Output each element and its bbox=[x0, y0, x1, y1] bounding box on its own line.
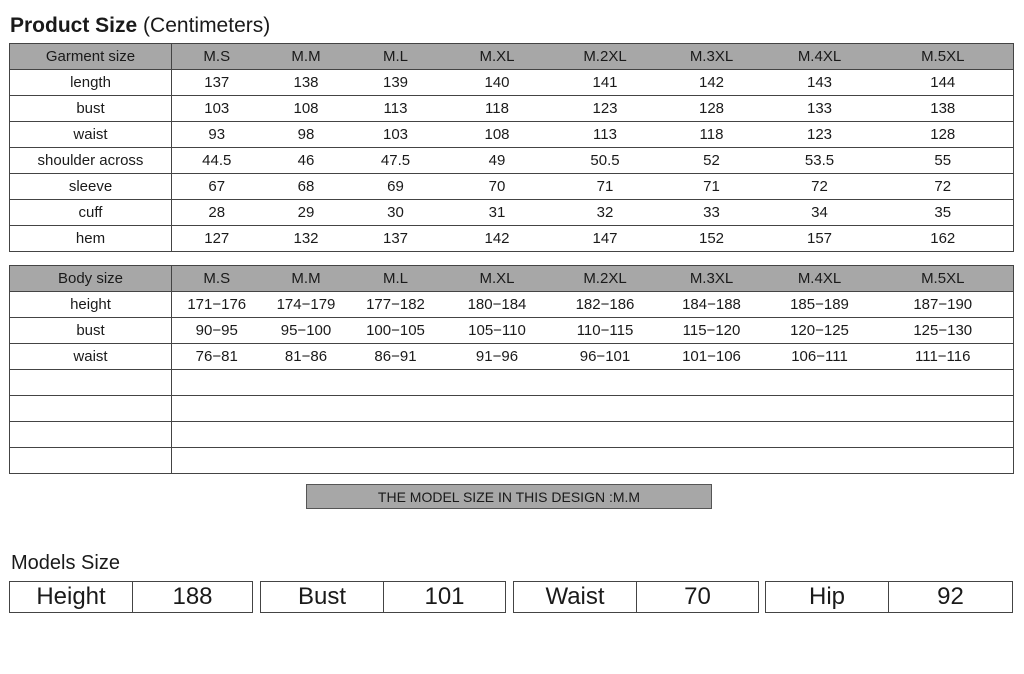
table-cell: 86−91 bbox=[351, 344, 441, 370]
table-cell: 34 bbox=[767, 200, 873, 226]
table-cell: M.L bbox=[351, 266, 441, 292]
model-waist-value: 70 bbox=[684, 583, 711, 610]
table-cell: 144 bbox=[873, 70, 1014, 96]
table-cell: 53.5 bbox=[767, 148, 873, 174]
body-header-row bbox=[10, 266, 1014, 292]
table-cell: 72 bbox=[767, 174, 873, 200]
garment-size-table bbox=[9, 43, 1014, 252]
row-label: waist bbox=[10, 344, 172, 370]
model-hip-label: Hip bbox=[766, 582, 889, 612]
table-cell: 118 bbox=[441, 96, 554, 122]
table-cell: 125−130 bbox=[873, 318, 1014, 344]
table-cell: 106−111 bbox=[767, 344, 873, 370]
table-row bbox=[10, 422, 1014, 448]
model-bust-label: Bust bbox=[261, 582, 384, 612]
table-cell: 108 bbox=[441, 122, 554, 148]
table-cell bbox=[767, 448, 873, 474]
table-cell: M.S bbox=[172, 266, 262, 292]
table-cell: 52 bbox=[657, 148, 767, 174]
table-cell: 115−120 bbox=[657, 318, 767, 344]
table-cell bbox=[172, 396, 262, 422]
models-size-title: Models Size bbox=[11, 552, 120, 574]
table-cell: 128 bbox=[873, 122, 1014, 148]
table-cell: 177−182 bbox=[351, 292, 441, 318]
table-cell: 33 bbox=[657, 200, 767, 226]
model-height-value: 188 bbox=[172, 583, 213, 610]
table-cell: 98 bbox=[262, 122, 351, 148]
table-cell: 71 bbox=[554, 174, 657, 200]
table-cell: 123 bbox=[767, 122, 873, 148]
row-label: hem bbox=[10, 226, 172, 252]
table-row bbox=[10, 122, 1014, 148]
table-row bbox=[10, 396, 1014, 422]
table-cell bbox=[554, 448, 657, 474]
row-label: Body size bbox=[10, 266, 172, 292]
table-cell bbox=[262, 370, 351, 396]
table-cell: 140 bbox=[441, 70, 554, 96]
table-cell: 81−86 bbox=[262, 344, 351, 370]
table-cell bbox=[873, 448, 1014, 474]
table-cell: 180−184 bbox=[441, 292, 554, 318]
table-cell: M.5XL bbox=[873, 266, 1014, 292]
table-cell bbox=[351, 422, 441, 448]
table-cell: 90−95 bbox=[172, 318, 262, 344]
model-waist-label: Waist bbox=[514, 582, 637, 612]
table-cell bbox=[767, 396, 873, 422]
table-cell: 187−190 bbox=[873, 292, 1014, 318]
table-cell: 49 bbox=[441, 148, 554, 174]
table-cell: 108 bbox=[262, 96, 351, 122]
table-cell: 76−81 bbox=[172, 344, 262, 370]
table-cell: 28 bbox=[172, 200, 262, 226]
row-label: height bbox=[10, 292, 172, 318]
table-cell: M.4XL bbox=[767, 266, 873, 292]
table-cell: 72 bbox=[873, 174, 1014, 200]
table-cell bbox=[873, 422, 1014, 448]
table-cell: 185−189 bbox=[767, 292, 873, 318]
table-cell: 96−101 bbox=[554, 344, 657, 370]
table-row bbox=[10, 148, 1014, 174]
table-cell: 162 bbox=[873, 226, 1014, 252]
table-cell: 47.5 bbox=[351, 148, 441, 174]
table-cell: 35 bbox=[873, 200, 1014, 226]
table-cell bbox=[262, 396, 351, 422]
table-cell: 101−106 bbox=[657, 344, 767, 370]
table-cell: 50.5 bbox=[554, 148, 657, 174]
table-cell: M.S bbox=[172, 44, 262, 70]
table-cell bbox=[657, 396, 767, 422]
model-hip-value: 92 bbox=[937, 583, 964, 610]
table-row bbox=[10, 448, 1014, 474]
table-cell: M.M bbox=[262, 44, 351, 70]
row-label: cuff bbox=[10, 200, 172, 226]
table-cell bbox=[351, 448, 441, 474]
table-cell: 142 bbox=[441, 226, 554, 252]
table-cell: 157 bbox=[767, 226, 873, 252]
table-cell: 30 bbox=[351, 200, 441, 226]
model-waist-box bbox=[513, 581, 759, 613]
table-cell: 91−96 bbox=[441, 344, 554, 370]
table-cell: M.XL bbox=[441, 44, 554, 70]
table-cell bbox=[554, 396, 657, 422]
table-cell: 141 bbox=[554, 70, 657, 96]
table-cell: 69 bbox=[351, 174, 441, 200]
table-cell: 174−179 bbox=[262, 292, 351, 318]
table-row bbox=[10, 226, 1014, 252]
table-cell: 128 bbox=[657, 96, 767, 122]
model-height-box bbox=[9, 581, 253, 613]
model-bust-value: 101 bbox=[424, 583, 465, 610]
table-cell: M.2XL bbox=[554, 266, 657, 292]
table-cell: 44.5 bbox=[172, 148, 262, 174]
table-cell bbox=[657, 448, 767, 474]
table-cell: 113 bbox=[351, 96, 441, 122]
table-row bbox=[10, 174, 1014, 200]
table-cell bbox=[351, 396, 441, 422]
title-unit: (Centimeters) bbox=[143, 14, 271, 37]
table-row bbox=[10, 370, 1014, 396]
table-cell: M.M bbox=[262, 266, 351, 292]
table-cell bbox=[172, 448, 262, 474]
table-row bbox=[10, 318, 1014, 344]
table-cell: 143 bbox=[767, 70, 873, 96]
table-cell: 67 bbox=[172, 174, 262, 200]
table-cell bbox=[172, 370, 262, 396]
table-cell bbox=[441, 370, 554, 396]
table-cell bbox=[441, 448, 554, 474]
table-cell: 118 bbox=[657, 122, 767, 148]
table-cell: 103 bbox=[172, 96, 262, 122]
table-row bbox=[10, 292, 1014, 318]
table-cell: 133 bbox=[767, 96, 873, 122]
table-cell: 71 bbox=[657, 174, 767, 200]
table-cell bbox=[657, 370, 767, 396]
table-cell: M.5XL bbox=[873, 44, 1014, 70]
row-label bbox=[10, 448, 172, 474]
table-cell: 68 bbox=[262, 174, 351, 200]
table-cell: 171−176 bbox=[172, 292, 262, 318]
table-cell: M.3XL bbox=[657, 44, 767, 70]
table-cell: 93 bbox=[172, 122, 262, 148]
table-cell bbox=[262, 422, 351, 448]
table-cell: 184−188 bbox=[657, 292, 767, 318]
table-cell: 137 bbox=[351, 226, 441, 252]
table-cell: 123 bbox=[554, 96, 657, 122]
table-cell: 152 bbox=[657, 226, 767, 252]
table-cell: 105−110 bbox=[441, 318, 554, 344]
table-cell: M.4XL bbox=[767, 44, 873, 70]
row-label: Garment size bbox=[10, 44, 172, 70]
table-cell bbox=[767, 370, 873, 396]
table-cell: 70 bbox=[441, 174, 554, 200]
row-label: length bbox=[10, 70, 172, 96]
table-cell: M.XL bbox=[441, 266, 554, 292]
row-label: sleeve bbox=[10, 174, 172, 200]
table-cell: M.2XL bbox=[554, 44, 657, 70]
model-height-label: Height bbox=[10, 582, 133, 612]
table-cell bbox=[441, 422, 554, 448]
table-cell: 31 bbox=[441, 200, 554, 226]
table-cell: 95−100 bbox=[262, 318, 351, 344]
table-cell bbox=[767, 422, 873, 448]
table-cell bbox=[351, 370, 441, 396]
table-cell bbox=[873, 370, 1014, 396]
model-hip-box bbox=[765, 581, 1013, 613]
table-row bbox=[10, 70, 1014, 96]
table-cell: 147 bbox=[554, 226, 657, 252]
table-cell: 113 bbox=[554, 122, 657, 148]
table-cell: 182−186 bbox=[554, 292, 657, 318]
table-cell: 32 bbox=[554, 200, 657, 226]
table-cell: 132 bbox=[262, 226, 351, 252]
row-label: shoulder across bbox=[10, 148, 172, 174]
table-cell: 127 bbox=[172, 226, 262, 252]
row-label bbox=[10, 396, 172, 422]
table-cell: 100−105 bbox=[351, 318, 441, 344]
table-cell: 111−116 bbox=[873, 344, 1014, 370]
body-size-table bbox=[9, 265, 1014, 474]
row-label: waist bbox=[10, 122, 172, 148]
table-cell: M.3XL bbox=[657, 266, 767, 292]
row-label: bust bbox=[10, 318, 172, 344]
table-cell: 139 bbox=[351, 70, 441, 96]
title-main: Product Size bbox=[10, 14, 138, 37]
table-cell: 55 bbox=[873, 148, 1014, 174]
table-cell bbox=[172, 422, 262, 448]
table-cell bbox=[441, 396, 554, 422]
table-cell: 120−125 bbox=[767, 318, 873, 344]
table-cell bbox=[657, 422, 767, 448]
model-bust-box bbox=[260, 581, 506, 613]
table-cell: 137 bbox=[172, 70, 262, 96]
table-cell: 46 bbox=[262, 148, 351, 174]
table-cell bbox=[554, 422, 657, 448]
table-cell: 142 bbox=[657, 70, 767, 96]
table-cell: M.L bbox=[351, 44, 441, 70]
table-cell: 138 bbox=[262, 70, 351, 96]
table-row bbox=[10, 96, 1014, 122]
model-size-banner: THE MODEL SIZE IN THIS DESIGN :M.M bbox=[306, 484, 712, 509]
table-row bbox=[10, 200, 1014, 226]
table-row bbox=[10, 344, 1014, 370]
garment-header-row bbox=[10, 44, 1014, 70]
table-cell: 110−115 bbox=[554, 318, 657, 344]
row-label bbox=[10, 422, 172, 448]
table-cell: 138 bbox=[873, 96, 1014, 122]
table-cell bbox=[554, 370, 657, 396]
row-label: bust bbox=[10, 96, 172, 122]
page-title bbox=[10, 14, 270, 38]
table-cell: 103 bbox=[351, 122, 441, 148]
table-cell bbox=[873, 396, 1014, 422]
row-label bbox=[10, 370, 172, 396]
table-cell bbox=[262, 448, 351, 474]
table-cell: 29 bbox=[262, 200, 351, 226]
